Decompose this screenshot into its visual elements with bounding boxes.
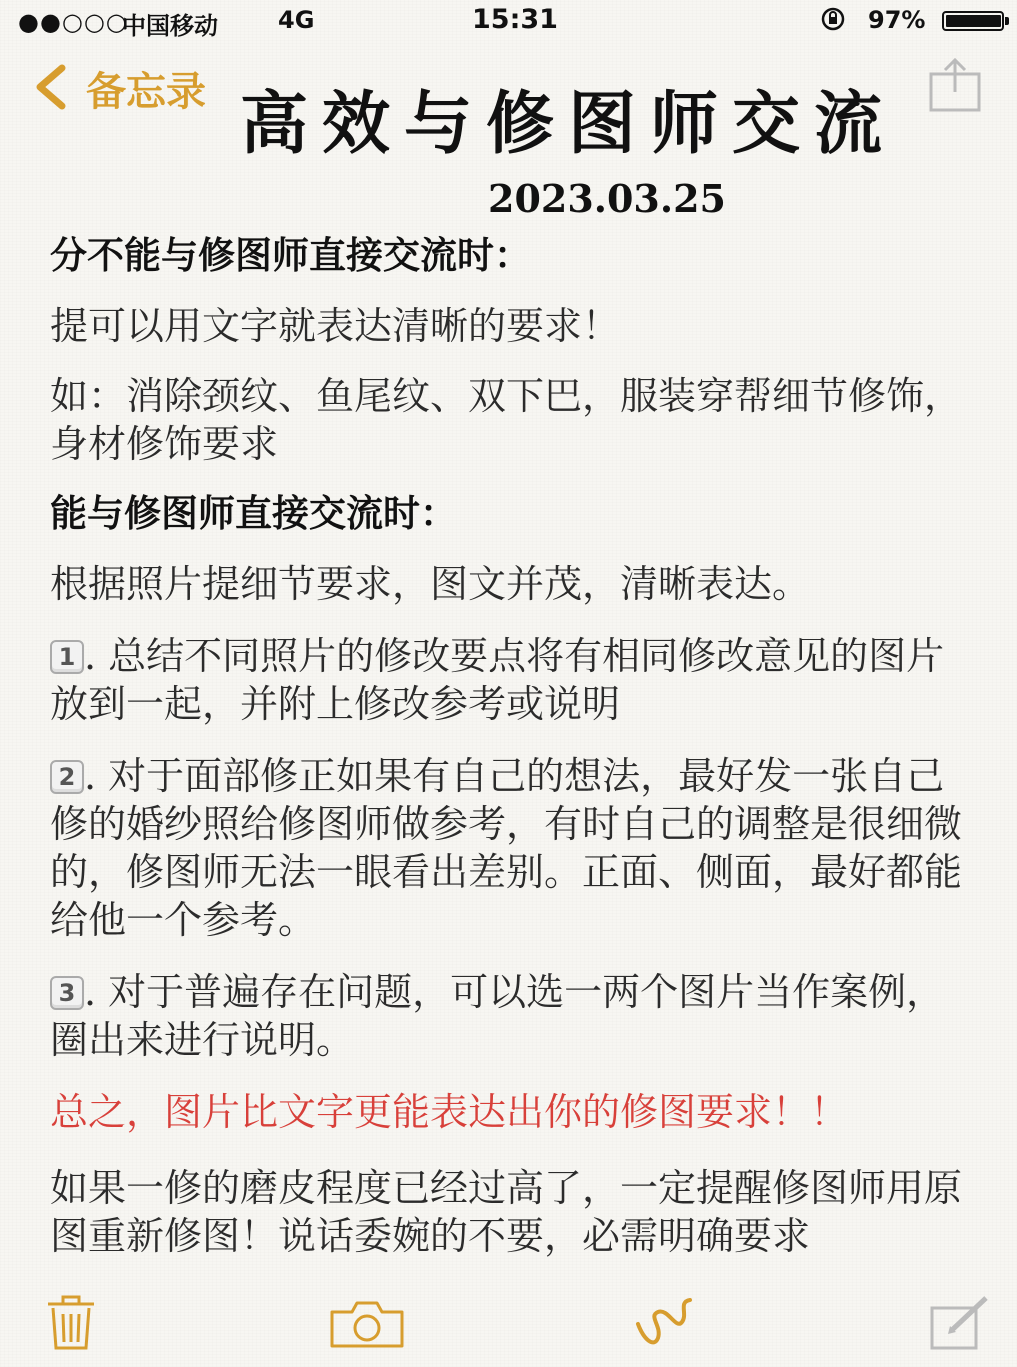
compose-icon[interactable] bbox=[928, 1294, 992, 1356]
note-date: 2023.03.25 bbox=[488, 176, 726, 221]
share-icon[interactable] bbox=[926, 58, 984, 114]
list-item bbox=[50, 752, 980, 944]
list-item bbox=[50, 968, 980, 1064]
section-heading: 能与修图师直接交流时： bbox=[50, 492, 457, 535]
number-2-icon: 2 bbox=[50, 760, 84, 794]
signal-strength: ●●○○○ bbox=[18, 8, 128, 36]
battery-icon bbox=[942, 11, 1004, 31]
list-item bbox=[50, 632, 980, 728]
status-bar bbox=[0, 0, 1017, 44]
trash-icon[interactable] bbox=[44, 1294, 98, 1356]
battery-percent: 97% bbox=[868, 6, 926, 34]
note-title: 高效与修图师交流 bbox=[240, 84, 897, 164]
bottom-toolbar bbox=[0, 1286, 1017, 1356]
list-item-text: . 对于面部修正如果有自己的想法，最好发一张自己修的婚纱照给修图师做参考，有时自己的调整是很细微的，修图师无法一眼看出差别。正面、侧面，最好都能给他一个参考。 bbox=[50, 754, 963, 942]
paragraph: 根据照片提细节要求，图文并茂，清晰表达。 bbox=[50, 562, 811, 606]
section-heading: 分不能与修图师直接交流时： bbox=[50, 234, 531, 277]
number-1-icon: 1 bbox=[50, 640, 84, 674]
note-body[interactable] bbox=[50, 232, 980, 1260]
carrier-name: 中国移动 bbox=[122, 12, 218, 40]
paragraph: 提可以用文字就表达清晰的要求！ bbox=[50, 304, 621, 348]
back-button[interactable]: 备忘录 bbox=[86, 69, 206, 115]
emphasis-text: 总之，图片比文字更能表达出你的修图要求！！ bbox=[50, 1090, 849, 1134]
camera-icon[interactable] bbox=[328, 1300, 406, 1354]
sketch-icon[interactable] bbox=[632, 1294, 696, 1356]
network-type: 4G bbox=[278, 6, 315, 34]
number-3-icon: 3 bbox=[50, 976, 84, 1010]
list-item-text: . 对于普遍存在问题，可以选一两个图片当作案例，圈出来进行说明。 bbox=[50, 970, 945, 1062]
paragraph: 如果一修的磨皮程度已经过高了，一定提醒修图师用原图重新修图！说话委婉的不要，必需明确要求 bbox=[50, 1166, 963, 1258]
rotation-lock-icon bbox=[820, 6, 846, 38]
paragraph: 如：消除颈纹、鱼尾纹、双下巴，服装穿帮细节修饰，身材修饰要求 bbox=[50, 374, 963, 466]
chevron-left-icon[interactable] bbox=[28, 62, 72, 112]
status-time: 15:31 bbox=[472, 4, 558, 35]
list-item-text: . 总结不同照片的修改要点将有相同修改意见的图片放到一起，并附上修改参考或说明 bbox=[50, 634, 945, 726]
